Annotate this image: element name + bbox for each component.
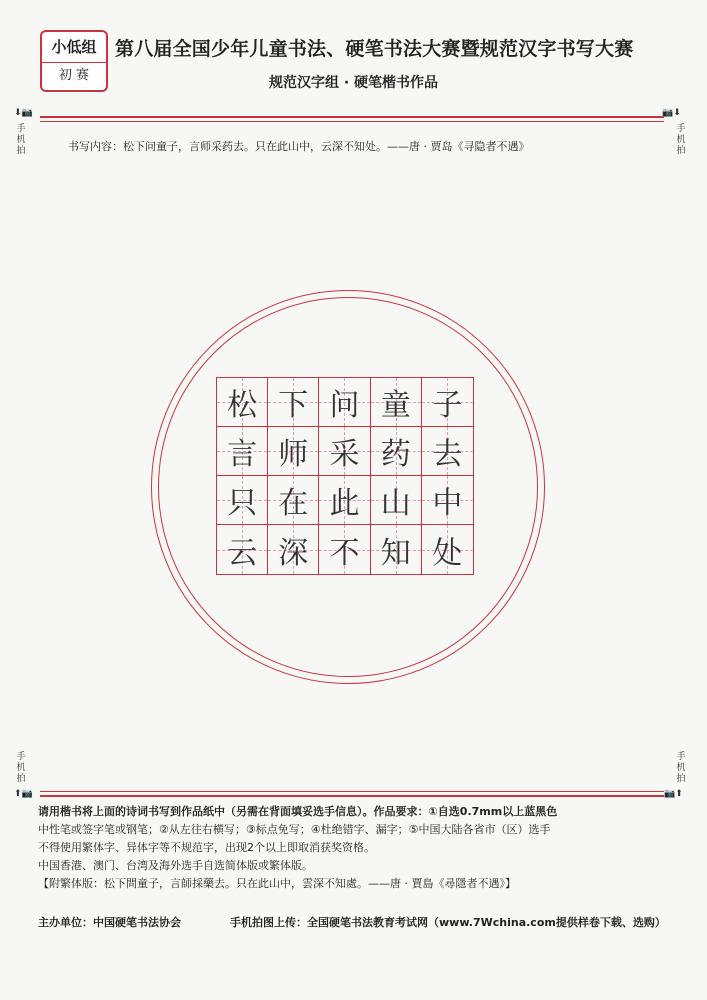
grid-cell: 此 — [319, 476, 370, 525]
camera-arrow-icon: 📷⬇ — [662, 108, 681, 118]
badge-group-label: 小低组 — [51, 38, 97, 56]
grid-cell: 不 — [319, 525, 370, 574]
instruction-line: 中性笔或签字笔或钢笔；②从左往右横写；③标点免写；④杜绝错字、漏字；⑤中国大陆各省市（区）选手 — [38, 823, 551, 836]
page-subtitle: 规范汉字组 · 硬笔楷书作品 — [268, 75, 439, 91]
grid-cell: 云 — [217, 525, 268, 574]
camera-arrow-icon: ⬆📷 — [14, 789, 33, 799]
grid-cell: 山 — [371, 476, 422, 525]
page-title: 第八届全国少年儿童书法、硬笔书法大赛暨规范汉字书写大赛 — [115, 38, 634, 60]
instruction-line: 中国香港、澳门、台湾及海外选手自选简体版或繁体版。 — [38, 859, 313, 872]
grid-cell: 师 — [268, 427, 319, 476]
grid-cell: 在 — [268, 476, 319, 525]
grid-cell: 子 — [422, 378, 473, 427]
side-note-bottom-left: 手机拍 — [16, 752, 26, 784]
bottom-rule — [40, 795, 664, 797]
grid-cell: 中 — [422, 476, 473, 525]
grid-cell: 去 — [422, 427, 473, 476]
grid-cell: 言 — [217, 427, 268, 476]
camera-arrow-icon: 📷⬆ — [664, 789, 683, 799]
grid-cell: 问 — [319, 378, 370, 427]
instruction-line: 【附繁体版：松下問童子，言師採藥去。只在此山中，雲深不知處。——唐 · 賈島《尋隱者不遇》】 — [38, 877, 516, 890]
grid-cell: 下 — [268, 378, 319, 427]
organizer-text: 主办单位：中国硬笔书法协会 — [38, 916, 181, 929]
grid-cell: 药 — [371, 427, 422, 476]
instructions — [38, 803, 678, 893]
grid-cell: 采 — [319, 427, 370, 476]
badge-round-label: 初 赛 — [42, 62, 106, 89]
instruction-line: 不得使用繁体字、异体字等不规范字，出现2个以上即取消获奖资格。 — [38, 841, 375, 854]
upload-text: 手机拍图上传：全国硬笔书法教育考试网（www.7Wchina.com提供样卷下载、选购） — [230, 916, 666, 929]
bottom-rule-thin — [40, 791, 664, 792]
side-note-bottom-right: 手机拍 — [676, 752, 686, 784]
top-rule — [40, 116, 664, 118]
grid-cell: 松 — [217, 378, 268, 427]
side-note-top-left: 手机拍 — [16, 124, 26, 156]
top-rule-thin — [40, 121, 664, 122]
writing-content: 书写内容：松下问童子，言师采药去。只在此山中，云深不知处。——唐 · 贾岛《寻隐者不遇》 — [68, 140, 530, 153]
grid-cell: 深 — [268, 525, 319, 574]
instruction-line: 请用楷书将上面的诗词书写到作品纸中（另需在背面填妥选手信息）。作品要求：①自选0.7mm以上蓝黑色 — [38, 805, 558, 818]
side-note-top-right: 手机拍 — [676, 124, 686, 156]
grid-cell: 处 — [422, 525, 473, 574]
writing-grid — [216, 377, 474, 575]
grid-cell: 知 — [371, 525, 422, 574]
grid-cell: 只 — [217, 476, 268, 525]
camera-arrow-icon: ⬇📷 — [14, 108, 33, 118]
grid-cell: 童 — [371, 378, 422, 427]
